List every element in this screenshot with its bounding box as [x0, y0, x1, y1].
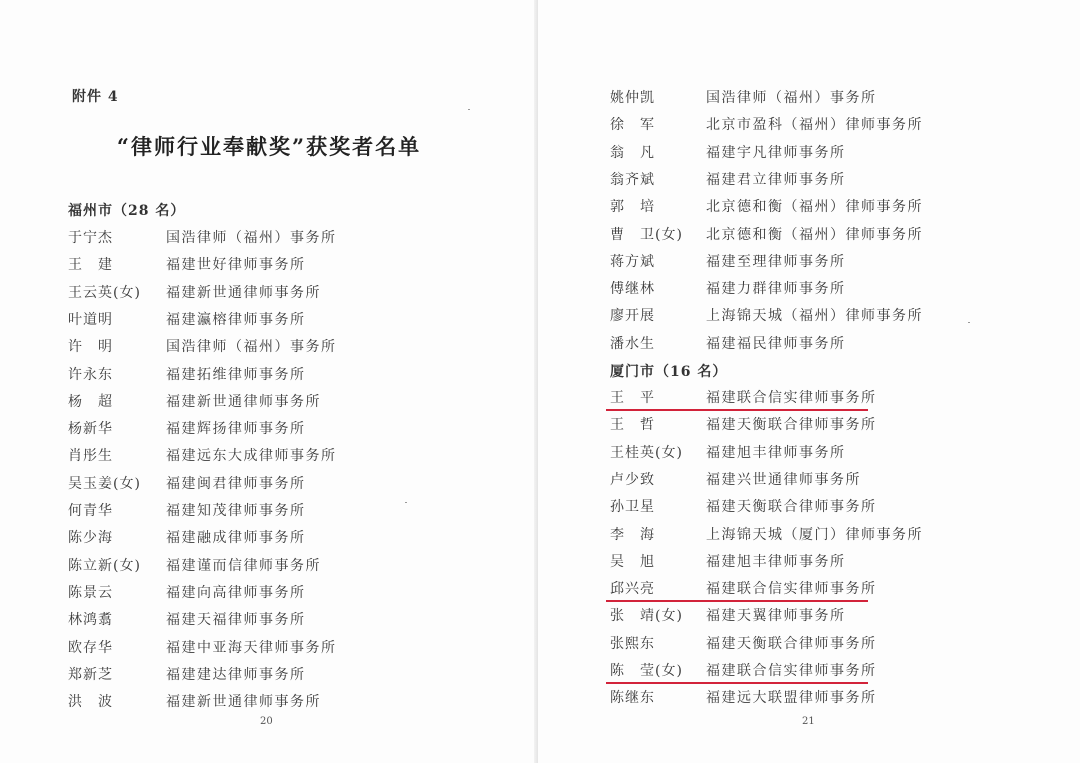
awardee-name: 潘水生	[610, 335, 655, 352]
law-firm-name: 福建新世通律师事务所	[166, 284, 321, 301]
awardee-name: 陈 莹(女)	[610, 663, 683, 679]
awardee-name: 卢少致	[610, 471, 655, 488]
awardee-name: 叶道明	[68, 311, 113, 328]
fuzhou-heading: 福州市（28 名）	[68, 203, 186, 219]
law-firm-name: 福建天衡联合律师事务所	[706, 417, 877, 434]
awardee-name: 吴 旭	[610, 553, 655, 570]
law-firm-name: 福建旭丰律师事务所	[706, 553, 846, 570]
law-firm-name: 福建谨而信律师事务所	[166, 557, 321, 574]
scan-speck	[405, 502, 407, 503]
awardee-name: 曹 卫(女)	[610, 226, 683, 243]
awardee-name: 洪 波	[68, 694, 113, 711]
awardee-name: 于宁杰	[68, 230, 113, 246]
law-firm-name: 福建向高律师事务所	[166, 584, 306, 601]
awardee-name: 林鸿翥	[68, 612, 113, 629]
awardee-name: 孙卫星	[610, 499, 655, 516]
law-firm-name: 福建远东大成律师事务所	[166, 448, 337, 465]
awardee-name: 翁 凡	[610, 144, 655, 161]
law-firm-name: 福建融成律师事务所	[166, 530, 306, 547]
awardee-name: 王云英(女)	[68, 284, 141, 301]
law-firm-name: 北京德和衡（福州）律师事务所	[706, 226, 923, 243]
law-firm-name: 福建天衡联合律师事务所	[706, 499, 877, 516]
awardee-name: 欧存华	[68, 639, 113, 656]
awardee-name: 陈景云	[68, 584, 113, 601]
awardee-name: 何青华	[68, 503, 113, 519]
awardee-name: 吴玉姜(女)	[68, 475, 141, 492]
law-firm-name: 福建远大联盟律师事务所	[706, 690, 877, 707]
page-number-right: 21	[802, 716, 815, 727]
law-firm-name: 福建新世通律师事务所	[166, 393, 321, 410]
left-page	[0, 0, 538, 763]
law-firm-name: 国浩律师（福州）事务所	[166, 230, 337, 246]
law-firm-name: 国浩律师（福州）事务所	[706, 90, 877, 106]
awardee-name: 邱兴亮	[610, 581, 655, 598]
page-number-left: 20	[260, 716, 273, 727]
xiamen-heading: 厦门市（16 名）	[610, 364, 728, 380]
right-page	[538, 0, 1080, 763]
law-firm-name: 福建力群律师事务所	[706, 281, 846, 298]
law-firm-name: 福建天福律师事务所	[166, 612, 306, 629]
awardee-name: 姚仲凯	[610, 90, 655, 106]
law-firm-name: 福建宇凡律师事务所	[706, 144, 846, 161]
awardee-name: 许 明	[68, 339, 113, 356]
awardee-name: 陈少海	[68, 530, 113, 547]
awardee-name: 翁齐斌	[610, 171, 655, 188]
awardee-name: 郭 培	[610, 199, 655, 216]
law-firm-name: 福建闽君律师事务所	[166, 475, 306, 492]
law-firm-name: 福建至理律师事务所	[706, 253, 846, 270]
awardee-name: 王 哲	[610, 417, 655, 434]
law-firm-name: 福建中亚海天律师事务所	[166, 639, 337, 656]
law-firm-name: 福建辉扬律师事务所	[166, 421, 306, 438]
awardee-name: 郑新芝	[68, 666, 113, 683]
awardee-name: 傅继林	[610, 281, 655, 298]
law-firm-name: 福建联合信实律师事务所	[706, 581, 877, 598]
awardee-name: 杨新华	[68, 421, 113, 438]
law-firm-name: 福建知茂律师事务所	[166, 503, 306, 519]
law-firm-name: 福建天衡联合律师事务所	[706, 635, 877, 652]
law-firm-name: 福建建达律师事务所	[166, 666, 306, 683]
law-firm-name: 福建新世通律师事务所	[166, 694, 321, 711]
awardee-name: 徐 军	[610, 117, 655, 134]
document-title: “律师行业奉献奖”获奖者名单	[116, 134, 422, 159]
awardee-name: 陈继东	[610, 690, 655, 707]
law-firm-name: 北京德和衡（福州）律师事务所	[706, 199, 923, 216]
awardee-name: 张 靖(女)	[610, 608, 683, 625]
attachment-label: 附件 4	[72, 89, 119, 105]
law-firm-name: 福建君立律师事务所	[706, 171, 846, 188]
law-firm-name: 福建兴世通律师事务所	[706, 471, 861, 488]
awardee-name: 许永东	[68, 366, 113, 383]
law-firm-name: 福建福民律师事务所	[706, 335, 846, 352]
awardee-name: 王 建	[68, 257, 113, 274]
scan-speck	[968, 322, 970, 323]
awardee-name: 杨 超	[68, 393, 113, 410]
law-firm-name: 北京市盈科（福州）律师事务所	[706, 117, 923, 134]
awardee-name: 陈立新(女)	[68, 557, 141, 574]
law-firm-name: 国浩律师（福州）事务所	[166, 339, 337, 356]
awardee-name: 王桂英(女)	[610, 444, 683, 461]
law-firm-name: 福建天翼律师事务所	[706, 608, 846, 625]
law-firm-name: 上海锦天城（福州）律师事务所	[706, 308, 923, 325]
law-firm-name: 福建旭丰律师事务所	[706, 444, 846, 461]
scan-speck	[468, 109, 470, 110]
awardee-name: 蒋方斌	[610, 253, 655, 270]
law-firm-name: 上海锦天城（厦门）律师事务所	[706, 526, 923, 543]
awardee-name: 李 海	[610, 526, 655, 543]
awardee-name: 张熙东	[610, 635, 655, 652]
awardee-name: 王 平	[610, 390, 655, 406]
law-firm-name: 福建联合信实律师事务所	[706, 390, 877, 406]
law-firm-name: 福建拓维律师事务所	[166, 366, 306, 383]
law-firm-name: 福建世好律师事务所	[166, 257, 306, 274]
law-firm-name: 福建瀛榕律师事务所	[166, 311, 306, 328]
awardee-name: 肖彤生	[68, 448, 113, 465]
law-firm-name: 福建联合信实律师事务所	[706, 663, 877, 679]
awardee-name: 廖开展	[610, 308, 655, 325]
